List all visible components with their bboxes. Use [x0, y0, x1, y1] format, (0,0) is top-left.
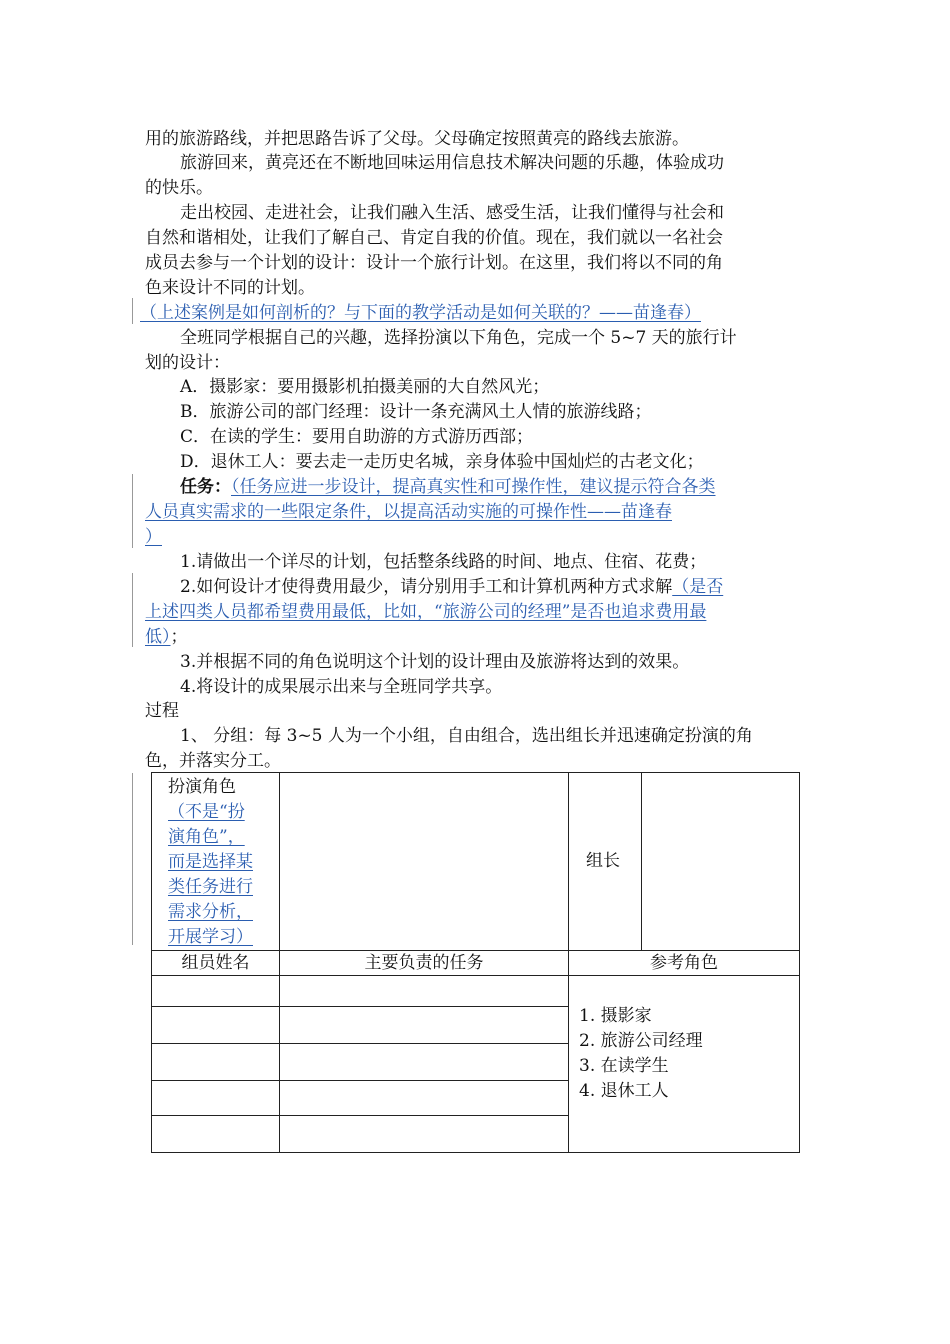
task-item-3: 3.并根据不同的角色说明这个计划的设计理由及旅游将达到的效果。: [180, 652, 690, 672]
paragraph-line: 的快乐。: [145, 178, 213, 198]
member-task-cell[interactable]: [280, 1044, 569, 1081]
list-item: 3. 在读学生: [579, 1056, 669, 1076]
paragraph-line: 旅游回来，黄亮还在不断地回味运用信息技术解决问题的乐趣，体验成功: [180, 153, 724, 173]
member-name-cell[interactable]: [152, 976, 280, 1007]
task-item-2: [180, 575, 723, 599]
member-name-cell[interactable]: [152, 1116, 280, 1153]
header-member-name: 组员姓名: [152, 951, 280, 976]
review-comment: 类任务进行: [168, 877, 253, 897]
review-comment: 低）: [145, 627, 171, 647]
role-item-b: B．旅游公司的部门经理：设计一条充满风土人情的旅游线路；: [180, 402, 652, 422]
role-item-d: D．退休工人：要去走一走历史名城，亲身体验中国灿烂的古老文化；: [180, 452, 704, 472]
comment-margin-bar: [132, 773, 133, 945]
review-comment-line: [145, 625, 188, 649]
member-task-cell[interactable]: [280, 976, 569, 1007]
list-item: 2. 旅游公司经理: [579, 1031, 703, 1051]
list-item: 1. 摄影家: [579, 1006, 652, 1026]
review-comment: 演角色”，: [168, 827, 245, 847]
reference-role-list: [569, 976, 800, 1153]
section-heading: 过程: [145, 701, 179, 721]
role-item-a: A．摄影家：要用摄影机拍摄美丽的大自然风光；: [180, 377, 550, 397]
review-comment: 而是选择某: [168, 852, 253, 872]
task-item-2-text: 2.如何设计才使得费用最少，请分别用手工和计算机两种方式求解: [180, 577, 673, 597]
leader-label: 组长: [586, 851, 620, 871]
paragraph-line: 走出校园、走进社会，让我们融入生活、感受生活，让我们懂得与社会和: [180, 203, 724, 223]
leader-value-cell[interactable]: [642, 773, 800, 951]
comment-margin-bar: [132, 298, 133, 324]
paragraph-line: 色来设计不同的计划。: [145, 278, 315, 298]
member-task-cell[interactable]: [280, 1081, 569, 1116]
role-value-cell[interactable]: [280, 773, 569, 951]
review-comment: （是否: [672, 577, 724, 597]
review-comment: （任务应进一步设计，提高真实性和可操作性，建议提示符合各类: [231, 477, 716, 497]
task-label: 任务：: [180, 477, 231, 497]
paragraph-line: 全班同学根据自己的兴趣，选择扮演以下角色，完成一个 5~7 天的旅行计: [180, 328, 737, 348]
paragraph-line: 划的设计：: [145, 353, 230, 373]
paragraph-line: 自然和谐相处，让我们了解自己、肯定自我的价值。现在，我们就以一名社会: [145, 228, 723, 248]
role-label: 扮演角色: [168, 777, 236, 797]
task-item-1: 1.请做出一个详尽的计划，包括整条线路的时间、地点、住宿、花费；: [180, 552, 707, 572]
leader-label-cell: [569, 773, 642, 951]
role-item-c: C．在读的学生：要用自助游的方式游历西部；: [180, 427, 534, 447]
task-item-4: 4.将设计的成果展示出来与全班同学共享。: [180, 677, 503, 697]
review-comment: 需求分析，: [168, 902, 253, 922]
punctuation: ；: [170, 627, 188, 647]
member-task-cell[interactable]: [280, 1116, 569, 1153]
header-task: 主要负责的任务: [280, 951, 569, 976]
paragraph-line: 用的旅游路线，并把思路告诉了父母。父母确定按照黄亮的路线去旅游。: [145, 129, 689, 149]
review-comment: 人员真实需求的一些限定条件，以提高活动实施的可操作性——苗逢春: [145, 502, 672, 522]
comment-margin-bar: [132, 573, 133, 647]
member-task-cell[interactable]: [280, 1007, 569, 1044]
group-table: [151, 772, 800, 1153]
step-line: 1、 分组：每 3~5 人为一个小组，自由组合，选出组长并迅速确定扮演的角: [180, 726, 753, 746]
review-comment: （不是“扮: [168, 802, 245, 822]
task-line: [180, 475, 716, 499]
header-reference-role: 参考角色: [569, 951, 800, 976]
member-name-cell[interactable]: [152, 1044, 280, 1081]
paragraph-line: 成员去参与一个计划的设计：设计一个旅行计划。在这里，我们将以不同的角: [145, 253, 723, 273]
review-comment: 开展学习）: [168, 927, 253, 947]
review-comment: 上述四类人员都希望费用最低，比如，“旅游公司的经理”是否也追求费用最: [145, 602, 707, 622]
member-name-cell[interactable]: [152, 1007, 280, 1044]
list-item: 4. 退休工人: [579, 1081, 669, 1101]
comment-margin-bar: [132, 474, 133, 548]
step-line: 色，并落实分工。: [145, 751, 281, 771]
member-name-cell[interactable]: [152, 1081, 280, 1116]
review-comment: ）: [145, 527, 162, 547]
role-cell: [152, 773, 280, 951]
review-comment: （上述案例是如何剖析的？与下面的教学活动是如何关联的？——苗逢春）: [140, 303, 701, 323]
